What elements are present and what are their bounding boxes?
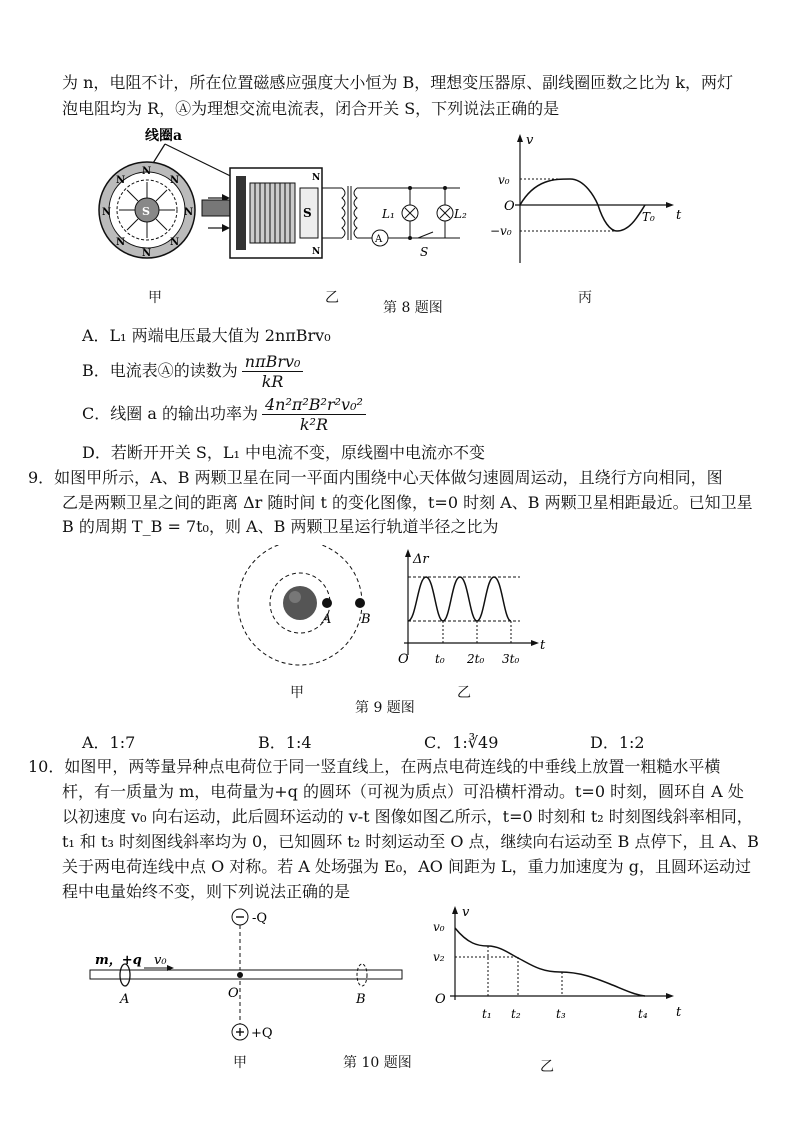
q9-option-d: D．1:2 <box>590 733 645 752</box>
q8-option-d: D．若断开开关 S，L₁ 中电流不变，原线圈中电流亦不变 <box>82 443 486 462</box>
q8-stem-line1: 为 n，电阻不计，所在位置磁感应强度大小恒为 B，理想变压器原、副线圈匝数之比为 k，两灯 <box>62 73 734 92</box>
svg-text:v₂: v₂ <box>433 950 445 964</box>
svg-text:O: O <box>228 986 239 1001</box>
q9-sub-yi: 乙 <box>457 685 471 701</box>
svg-text:t: t <box>676 1005 682 1020</box>
satellite-a <box>322 598 332 608</box>
svg-text:N: N <box>170 175 180 186</box>
q8-coil-label: 线圈a <box>145 128 183 144</box>
svg-text:N: N <box>116 175 126 186</box>
svg-text:L₁: L₁ <box>382 207 395 221</box>
svg-text:L₂: L₂ <box>454 207 467 221</box>
q9-sub-jia: 甲 <box>290 685 304 701</box>
svg-text:t₃: t₃ <box>556 1007 566 1021</box>
svg-text:t: t <box>676 208 682 223</box>
q10-stem-line5: 关于两电荷连线中点 O 对称。若 A 处场强为 E₀，AO 间距为 L，重力加速度为 g，且圆环运动过 <box>62 857 751 876</box>
q8-s-pole: S <box>142 205 150 218</box>
svg-text:t: t <box>540 638 546 653</box>
q10-sub-yi: 乙 <box>540 1059 554 1075</box>
q8-figures <box>90 128 800 298</box>
q8-sub-bing: 丙 <box>578 290 592 306</box>
q9-caption: 第 9 题图 <box>355 700 415 716</box>
svg-text:-Q: -Q <box>252 911 268 926</box>
svg-text:N: N <box>102 207 112 218</box>
svg-text:B: B <box>356 992 366 1007</box>
svg-text:v: v <box>526 133 534 148</box>
svg-text:S: S <box>303 206 312 220</box>
q10-figures <box>80 900 700 1070</box>
q10-stem-line3: 以初速度 v₀ 向右运动，此后圆环运动的 v-t 图像如图乙所示，t=0 时刻和 t₂ 时刻图线斜率相同， <box>62 807 753 826</box>
q9-option-b: B．1:4 <box>258 733 312 752</box>
q9-option-a: A．1:7 <box>82 733 136 752</box>
q9-stem-line2: 乙是两颗卫星之间的距离 Δr 随时间 t 的变化图像，t=0 时刻 A、B 两颗卫星相距最近。已知卫星 <box>62 493 753 512</box>
q10-caption: 第 10 题图 <box>343 1055 412 1071</box>
svg-text:N: N <box>142 248 152 259</box>
svg-text:−v₀: −v₀ <box>490 224 512 238</box>
svg-text:O: O <box>398 652 409 667</box>
svg-text:Δr: Δr <box>413 552 429 567</box>
q8-caption: 第 8 题图 <box>383 300 443 316</box>
svg-text:N: N <box>170 237 180 248</box>
svg-text:m，+q: m，+q <box>95 953 142 968</box>
q8-option-a: A．L₁ 两端电压最大值为 2nπBrv₀ <box>82 326 331 345</box>
q10-stem-line4: t₁ 和 t₃ 时刻图线斜率均为 0，已知圆环 t₂ 时刻运动至 O 点，继续向右运动至 B 点停下，且 A、B <box>62 832 759 851</box>
svg-text:O: O <box>504 199 515 214</box>
svg-text:N: N <box>116 237 126 248</box>
svg-text:A: A <box>322 612 332 627</box>
svg-text:v: v <box>462 905 470 920</box>
svg-text:v₀: v₀ <box>498 173 510 187</box>
svg-text:t₁: t₁ <box>482 1007 492 1021</box>
svg-text:N: N <box>312 173 321 183</box>
q10-sub-jia: 甲 <box>233 1055 247 1071</box>
svg-text:v₀: v₀ <box>433 920 445 934</box>
q8-sub-jia: 甲 <box>148 290 162 306</box>
svg-text:t₂: t₂ <box>511 1007 521 1021</box>
satellite-b <box>355 598 365 608</box>
svg-text:t₀: t₀ <box>435 652 445 666</box>
q9-option-c: C．1:∛49 <box>424 733 499 752</box>
svg-text:B: B <box>361 612 371 627</box>
q9-stem-line1: 9．如图甲所示，A、B 两颗卫星在同一平面内围绕中心天体做匀速圆周运动，且绕行方向相同，图 <box>28 468 723 487</box>
svg-text:N: N <box>312 247 321 257</box>
q8-option-c: C．线圈 a 的输出功率为 $\frac{\text{4n²π²B²r²v₀²}}{\text{k²R}}$ <box>82 395 370 434</box>
q8-stem-line2: 泡电阻均为 R，Ⓐ为理想交流电流表，闭合开关 S，下列说法正确的是 <box>62 99 560 118</box>
central-body <box>283 586 317 620</box>
svg-text:N: N <box>184 207 194 218</box>
svg-text:N: N <box>142 166 152 177</box>
svg-text:2t₀: 2t₀ <box>467 652 485 666</box>
svg-text:A: A <box>120 992 130 1007</box>
q9-figures <box>230 545 560 675</box>
svg-text:O: O <box>435 992 446 1007</box>
q8-ammeter: A <box>375 234 383 245</box>
q10-stem-line1: 10．如图甲，两等量异种点电荷位于同一竖直线上，在两点电荷连线的中垂线上放置一粗糙水平横 <box>28 757 721 776</box>
svg-text:T₀: T₀ <box>642 210 655 224</box>
q9-stem-line3: B 的周期 T_B = 7t₀，则 A、B 两颗卫星运行轨道半径之比为 <box>62 517 499 536</box>
svg-text:v₀: v₀ <box>154 953 167 968</box>
svg-text:t₄: t₄ <box>638 1007 648 1021</box>
svg-text:S: S <box>420 245 429 259</box>
q10-stem-line6: 程中电量始终不变，则下列说法正确的是 <box>62 882 351 901</box>
q8-option-b: B．电流表Ⓐ的读数为 $\frac{\text{nπBrv₀}}{kR}$ <box>82 352 307 391</box>
q8-sub-yi: 乙 <box>325 290 339 306</box>
svg-text:3t₀: 3t₀ <box>502 652 520 666</box>
svg-text:+Q: +Q <box>251 1026 273 1041</box>
q10-stem-line2: 杆，有一质量为 m，电荷量为+q 的圆环（可视为质点）可沿横杆滑动。t=0 时刻，圆环自 A 处 <box>62 782 744 801</box>
